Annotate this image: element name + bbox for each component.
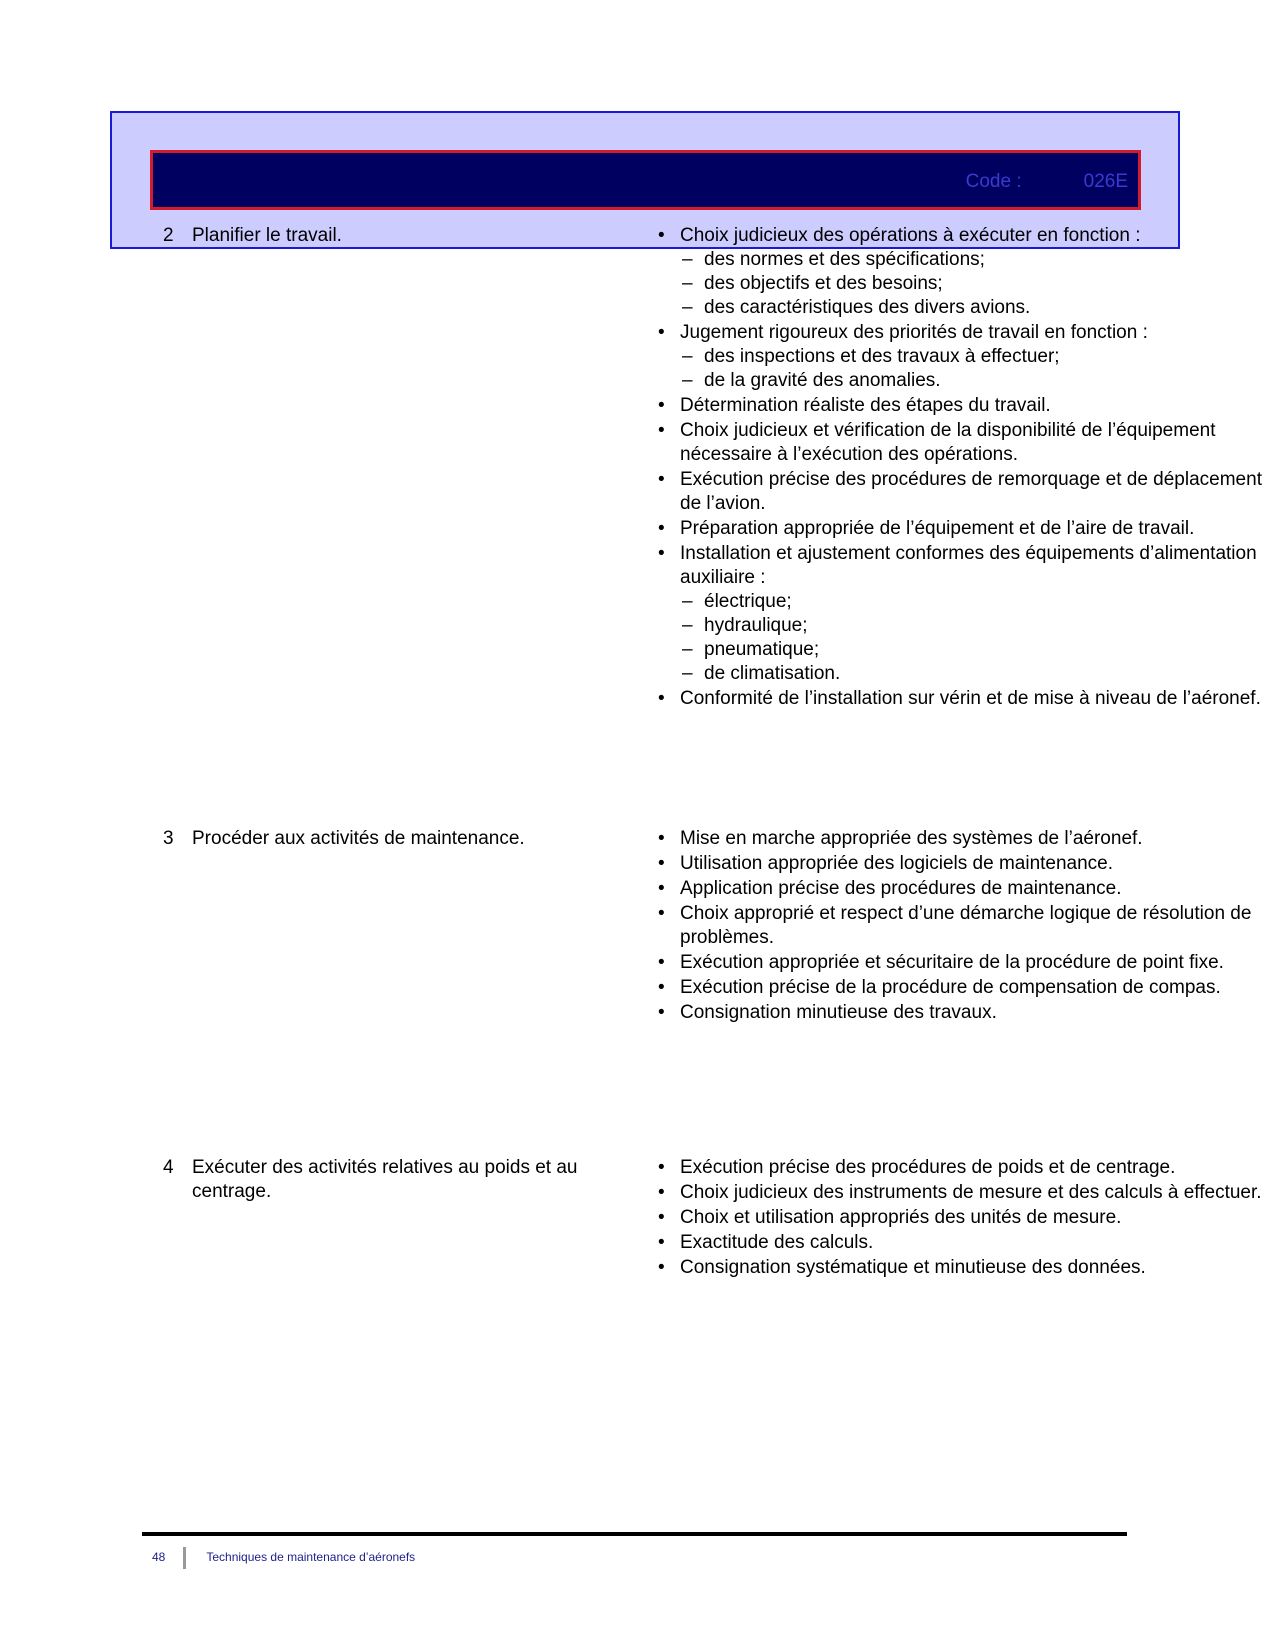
sub-criterion-text: électrique; (704, 591, 792, 612)
sub-criterion-item (680, 662, 1275, 686)
criterion-item (658, 902, 1275, 950)
criteria-list (658, 827, 1275, 1025)
element-title: Planifier le travail. (192, 225, 342, 246)
bullet-icon: • (658, 469, 665, 490)
criterion-item (658, 976, 1275, 1000)
bullet-icon: • (658, 828, 665, 849)
sub-criteria-list (680, 590, 1275, 686)
criterion-item (658, 1206, 1275, 1230)
criterion-text: Mise en marche appropriée des systèmes de l’aéronef. (680, 828, 1143, 849)
code-label (966, 171, 1128, 193)
bullet-icon: • (658, 225, 665, 246)
sub-criterion-item (680, 248, 1275, 272)
bullet-icon: • (658, 853, 665, 874)
criterion-text: Exactitude des calculs. (680, 1232, 874, 1253)
sub-criterion-text: des caractéristiques des divers avions. (704, 297, 1031, 318)
criterion-item (658, 1156, 1275, 1180)
element-cell (160, 827, 650, 851)
element-title: Exécuter des activités relatives au poids et au centrage. (192, 1157, 578, 1202)
criterion-item (658, 827, 1275, 851)
criterion-item (658, 517, 1275, 541)
criterion-text: Choix judicieux et vérification de la disponibilité de l’équipement nécessaire à l’exécution des opérations. (680, 420, 1216, 465)
criteria-list (658, 224, 1275, 711)
criterion-item (658, 1181, 1275, 1205)
bullet-icon: • (658, 878, 665, 899)
dash-icon: – (682, 273, 693, 294)
sub-criterion-text: pneumatique; (704, 639, 820, 660)
dash-icon: – (682, 249, 693, 270)
sub-criterion-text: de climatisation. (704, 663, 841, 684)
criterion-item (658, 542, 1275, 686)
dash-icon: – (682, 591, 693, 612)
dash-icon: – (682, 370, 693, 391)
sub-criterion-item (680, 614, 1275, 638)
page-number: 48 (152, 1550, 166, 1565)
criterion-item (658, 1231, 1275, 1255)
sub-criterion-item (680, 369, 1275, 393)
criterion-text: Jugement rigoureux des priorités de travail en fonction : (680, 322, 1148, 343)
criteria-cell (658, 224, 1275, 712)
criterion-text: Installation et ajustement conformes des équipements d’alimentation auxiliaire : (680, 543, 1257, 588)
sub-criterion-text: hydraulique; (704, 615, 808, 636)
criterion-item (658, 419, 1275, 467)
bullet-icon: • (658, 1257, 665, 1278)
criterion-text: Exécution précise de la procédure de compensation de compas. (680, 977, 1221, 998)
sub-criteria-list (680, 248, 1275, 320)
criteria-cell (658, 1156, 1275, 1281)
criterion-item (658, 687, 1275, 711)
criterion-text: Exécution précise des procédures de poids et de centrage. (680, 1157, 1176, 1178)
bullet-icon: • (658, 420, 665, 441)
bullet-icon: • (658, 1207, 665, 1228)
element-number: 3 (163, 828, 174, 849)
sub-criterion-item (680, 590, 1275, 614)
bullet-icon: • (658, 1232, 665, 1253)
criterion-text: Consignation minutieuse des travaux. (680, 1002, 997, 1023)
sub-criterion-item (680, 638, 1275, 662)
bullet-icon: • (658, 952, 665, 973)
criterion-text: Conformité de l’installation sur vérin et de mise à niveau de l’aéronef. (680, 688, 1261, 709)
criterion-item (658, 394, 1275, 418)
criterion-item (658, 1256, 1275, 1280)
sub-criteria-list (680, 345, 1275, 393)
header-bar (150, 150, 1141, 210)
sub-criterion-item (680, 345, 1275, 369)
criterion-text: Choix et utilisation appropriés des unités de mesure. (680, 1207, 1122, 1228)
sub-criterion-text: de la gravité des anomalies. (704, 370, 941, 391)
criterion-text: Exécution appropriée et sécuritaire de la procédure de point fixe. (680, 952, 1224, 973)
bullet-icon: • (658, 977, 665, 998)
dash-icon: – (682, 639, 693, 660)
footer (152, 1547, 415, 1569)
sub-criterion-item (680, 272, 1275, 296)
bullet-icon: • (658, 1002, 665, 1023)
code-value: 026E (1083, 171, 1128, 192)
bullet-icon: • (658, 322, 665, 343)
criterion-text: Choix judicieux des opérations à exécuter en fonction : (680, 225, 1141, 246)
bullet-icon: • (658, 1182, 665, 1203)
criterion-item (658, 877, 1275, 901)
criterion-text: Consignation systématique et minutieuse des données. (680, 1257, 1146, 1278)
code-label-text: Code : (965, 171, 1022, 192)
criterion-text: Application précise des procédures de maintenance. (680, 878, 1122, 899)
dash-icon: – (682, 346, 693, 367)
criterion-item (658, 1001, 1275, 1025)
criteria-cell (658, 827, 1275, 1026)
element-title: Procéder aux activités de maintenance. (192, 828, 525, 849)
footer-title: Techniques de maintenance d’aéronefs (206, 1550, 416, 1565)
dash-icon: – (682, 297, 693, 318)
criterion-text: Choix approprié et respect d’une démarche logique de résolution de problèmes. (680, 903, 1252, 948)
criterion-item (658, 852, 1275, 876)
bullet-icon: • (658, 1157, 665, 1178)
criterion-text: Choix judicieux des instruments de mesure et des calculs à effectuer. (680, 1182, 1262, 1203)
bullet-icon: • (658, 903, 665, 924)
sub-criterion-text: des normes et des spécifications; (704, 249, 985, 270)
sub-criterion-text: des objectifs et des besoins; (704, 273, 943, 294)
bullet-icon: • (658, 518, 665, 539)
dash-icon: – (682, 615, 693, 636)
criterion-text: Détermination réaliste des étapes du travail. (680, 395, 1051, 416)
element-number: 4 (163, 1157, 174, 1178)
criterion-text: Exécution précise des procédures de remorquage et de déplacement de l’avion. (680, 469, 1262, 514)
criterion-item (658, 224, 1275, 320)
footer-separator (183, 1547, 186, 1569)
sub-criterion-item (680, 296, 1275, 320)
criteria-list (658, 1156, 1275, 1280)
element-cell (160, 1156, 650, 1204)
bullet-icon: • (658, 395, 665, 416)
element-number: 2 (163, 225, 174, 246)
element-cell (160, 224, 650, 248)
bullet-icon: • (658, 688, 665, 709)
bullet-icon: • (658, 543, 665, 564)
criterion-text: Utilisation appropriée des logiciels de maintenance. (680, 853, 1114, 874)
criterion-item (658, 951, 1275, 975)
dash-icon: – (682, 663, 693, 684)
sub-criterion-text: des inspections et des travaux à effectuer; (704, 346, 1060, 367)
footer-rule (142, 1532, 1127, 1536)
criterion-item (658, 468, 1275, 516)
criterion-item (658, 321, 1275, 393)
criterion-text: Préparation appropriée de l’équipement et de l’aire de travail. (680, 518, 1195, 539)
